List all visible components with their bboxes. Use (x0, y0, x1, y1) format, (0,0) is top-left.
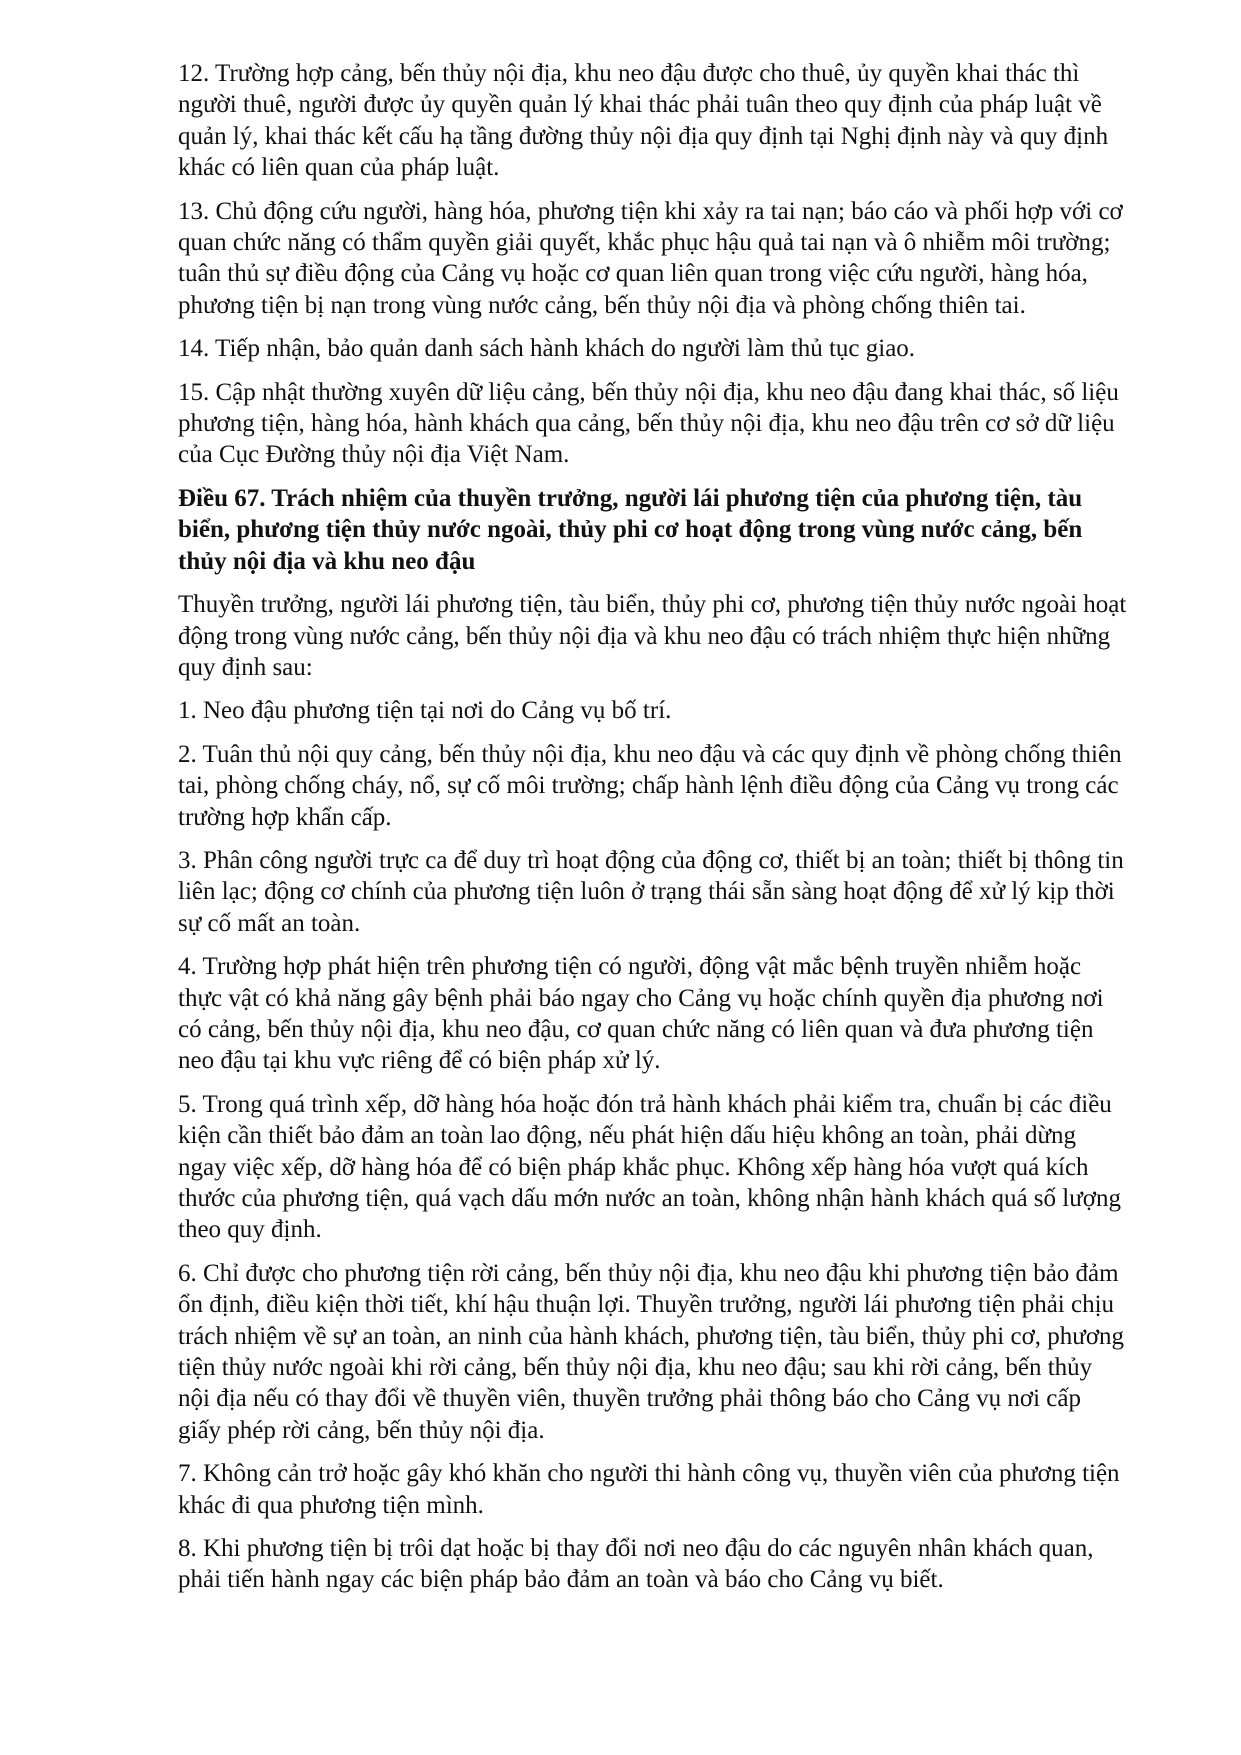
article-67-item-2: 2. Tuân thủ nội quy cảng, bến thủy nội địa, khu neo đậu và các quy định về phòng chống thiên tai, phòng chống cháy, nổ, sự cố môi trường; chấp hành lệnh điều động của Cảng vụ trong các trường hợp khẩn cấp. (178, 740, 1122, 831)
paragraph-12: 12. Trường hợp cảng, bến thủy nội địa, khu neo đậu được cho thuê, ủy quyền khai thác thì người thuê, người được ủy quyền quản lý khai thác phải tuân theo quy định của pháp luật về quản lý, khai thác kết cấu hạ tầng đường thủy nội địa quy định tại Nghị định này và quy định khác có liên quan của pháp luật. (178, 60, 1109, 182)
paragraph-14: 14. Tiếp nhận, bảo quản danh sách hành khách do người làm thủ tục giao. (178, 335, 916, 363)
article-67-item-3: 3. Phân công người trực ca để duy trì hoạt động của động cơ, thiết bị an toàn; thiết bị thông tin liên lạc; động cơ chính của phương tiện luôn ở trạng thái sẵn sàng hoạt động để xử lý kịp thời sự cố mất an toàn. (178, 846, 1124, 937)
paragraph-13: 13. Chủ động cứu người, hàng hóa, phương tiện khi xảy ra tai nạn; báo cáo và phối hợp với cơ quan chức năng có thẩm quyền giải quyết, khắc phục hậu quả tai nạn và ô nhiễm môi trường; tuân thủ sự điều động của Cảng vụ hoặc cơ quan liên quan trong việc cứu người, hàng hóa, phương tiện bị nạn trong vùng nước cảng, bến thủy nội địa và phòng chống thiên tai. (178, 197, 1123, 319)
article-67-intro: Thuyền trưởng, người lái phương tiện, tàu biển, thủy phi cơ, phương tiện thủy nước ngoài hoạt động trong vùng nước cảng, bến thủy nội địa và khu neo đậu có trách nhiệm thực hiện những quy định sau: (178, 591, 1127, 681)
article-67-item-7: 7. Không cản trở hoặc gây khó khăn cho người thi hành công vụ, thuyền viên của phương tiện khác đi qua phương tiện mình. (178, 1460, 1120, 1519)
article-67-heading: Điều 67. Trách nhiệm của thuyền trưởng, người lái phương tiện của phương tiện, tàu biển, phương tiện thủy nước ngoài, thủy phi cơ hoạt động trong vùng nước cảng, bến thủy nội địa và khu neo đậu (178, 484, 1083, 575)
article-67-item-5: 5. Trong quá trình xếp, dỡ hàng hóa hoặc đón trả hành khách phải kiểm tra, chuẩn bị các điều kiện cần thiết bảo đảm an toàn lao động, nếu phát hiện dấu hiệu không an toàn, phải dừng ngay việc xếp, dỡ hàng hóa để có biện pháp khắc phục. Không xếp hàng hóa vượt quá kích thước của phương tiện, quá vạch dấu mớn nước an toàn, không nhận hành khách quá số lượng theo quy định. (178, 1090, 1121, 1244)
paragraph-15: 15. Cập nhật thường xuyên dữ liệu cảng, bến thủy nội địa, khu neo đậu đang khai thác, số liệu phương tiện, hàng hóa, hành khách qua cảng, bến thủy nội địa, khu neo đậu trên cơ sở dữ liệu của Cục Đường thủy nội địa Việt Nam. (178, 378, 1119, 469)
article-67-item-6: 6. Chỉ được cho phương tiện rời cảng, bến thủy nội địa, khu neo đậu khi phương tiện bảo đảm ổn định, điều kiện thời tiết, khí hậu thuận lợi. Thuyền trưởng, người lái phương tiện phải chịu trách nhiệm về sự an toàn, an ninh của hành khách, phương tiện, tàu biển, thủy phi cơ, phương tiện thủy nước ngoài khi rời cảng, bến thủy nội địa, khu neo đậu; sau khi rời cảng, bến thủy nội địa nếu có thay đổi về thuyền viên, thuyền trưởng phải thông báo cho Cảng vụ nơi cấp giấy phép rời cảng, bến thủy nội địa. (178, 1259, 1125, 1444)
document-page (178, 58, 1128, 1608)
article-67-item-8: 8. Khi phương tiện bị trôi dạt hoặc bị thay đổi nơi neo đậu do các nguyên nhân khách quan, phải tiến hành ngay các biện pháp bảo đảm an toàn và báo cho Cảng vụ biết. (178, 1535, 1094, 1594)
article-67-item-4: 4. Trường hợp phát hiện trên phương tiện có người, động vật mắc bệnh truyền nhiễm hoặc thực vật có khả năng gây bệnh phải báo ngay cho Cảng vụ hoặc chính quyền địa phương nơi có cảng, bến thủy nội địa, khu neo đậu, cơ quan chức năng có liên quan và đưa phương tiện neo đậu tại khu vực riêng để có biện pháp xử lý. (178, 953, 1104, 1075)
article-67-item-1: 1. Neo đậu phương tiện tại nơi do Cảng vụ bố trí. (178, 697, 672, 725)
